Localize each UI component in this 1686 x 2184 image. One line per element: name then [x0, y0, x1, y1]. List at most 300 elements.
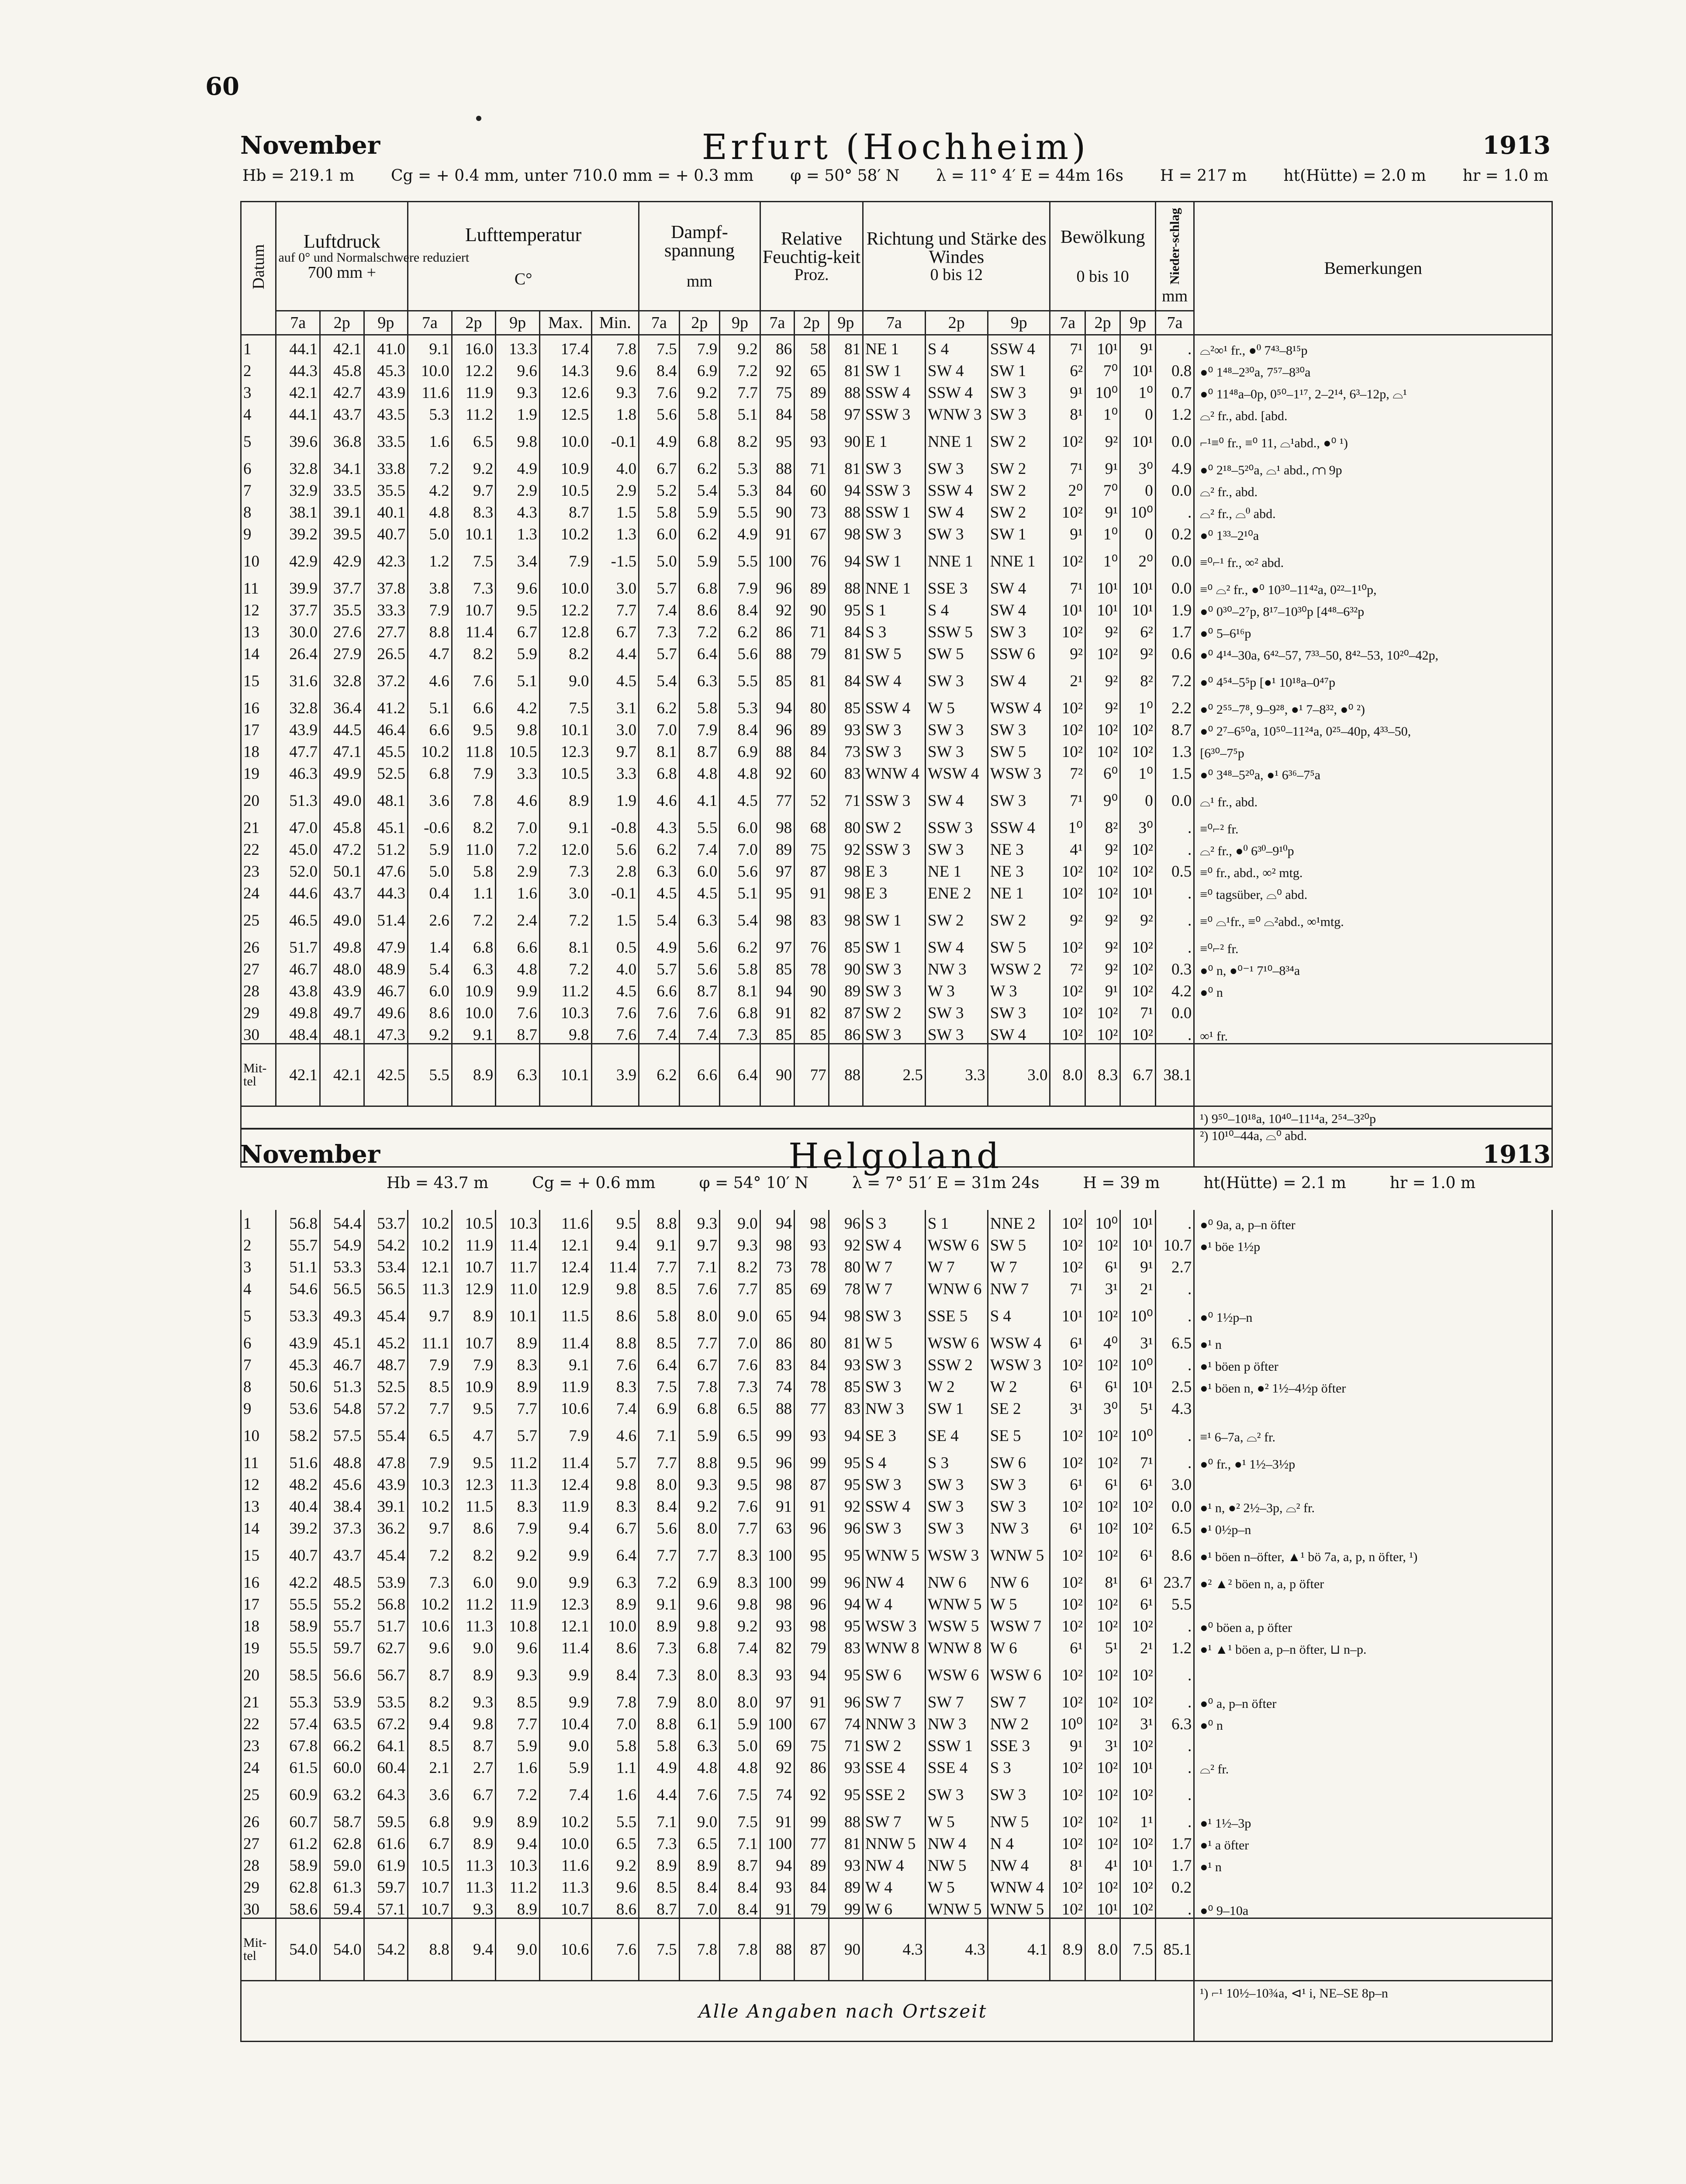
table-cell: 6.7 [408, 1830, 452, 1852]
table-cell: 41.0 [364, 335, 408, 358]
wind-cell: WNW 5 [925, 1896, 988, 1918]
wind-cell: SSW 3 [863, 836, 926, 858]
table-cell: 56.7 [364, 1656, 408, 1689]
table-cell: 7.3 [639, 1656, 680, 1689]
table-cell: 6.7 [496, 619, 540, 640]
table-cell: 7.7 [679, 1330, 720, 1351]
table-cell: 1.9 [496, 401, 540, 423]
time-header: 2p [679, 311, 720, 335]
wind-cell: W 7 [863, 1254, 925, 1275]
mean-value: 6.6 [679, 1044, 720, 1106]
wind-cell: W 7 [988, 1254, 1050, 1275]
table-cell: 8.6 [591, 1635, 639, 1656]
table-cell: 9.7 [408, 1297, 452, 1330]
wind-cell: SW 5 [988, 934, 1050, 956]
mean-value: 7.5 [639, 1918, 680, 1981]
table-cell: -0.6 [408, 814, 452, 836]
table-cell: 8.7 [496, 1021, 540, 1044]
table-cell: 8.4 [639, 1493, 680, 1515]
table-cell: 60 [795, 760, 829, 782]
table-cell: 73 [795, 499, 829, 521]
table-cell: 81 [829, 335, 863, 358]
table-cell: 10² [1085, 999, 1120, 1021]
day-cell: 8 [241, 1373, 276, 1395]
table-cell: 10² [1085, 1493, 1120, 1515]
remarks-cell: ●⁰ 9–10a [1194, 1896, 1552, 1918]
day-cell: 4 [241, 1275, 276, 1297]
table-cell: 10¹ [1120, 1232, 1155, 1254]
table-cell: 5.8 [720, 956, 760, 978]
table-row [241, 760, 1552, 782]
helgoland-station-name: Helgoland [788, 1136, 1003, 1176]
table-cell: 6.5 [679, 1830, 720, 1852]
table-cell: 10⁰ [1120, 1297, 1155, 1330]
table-cell: 10² [1120, 1874, 1155, 1896]
wind-cell: SW 4 [988, 1021, 1050, 1044]
wind-cell: S 4 [925, 597, 988, 619]
table-cell: 6.3 [639, 858, 680, 880]
remarks-cell: ●⁰ 9a, a, p–n öfter [1194, 1210, 1552, 1232]
table-cell: 11.3 [452, 1613, 496, 1635]
table-cell: 8¹ [1050, 401, 1085, 423]
helgoland-param: φ = 54° 10′ N [699, 1174, 808, 1192]
table-cell: 96 [795, 1515, 829, 1537]
table-cell: 7.9 [639, 1689, 680, 1711]
table-cell: 96 [829, 1515, 863, 1537]
table-cell: 45.6 [320, 1471, 364, 1493]
table-cell: 0.0 [1155, 575, 1194, 597]
table-cell: 9.3 [452, 1689, 496, 1711]
erfurt-param: H = 217 m [1160, 167, 1247, 185]
day-cell: 12 [241, 597, 276, 619]
table-cell: 9.3 [720, 1232, 760, 1254]
table-cell: 10⁰ [1120, 1417, 1155, 1449]
table-cell: 8.0 [720, 1689, 760, 1711]
table-cell: 57.5 [320, 1417, 364, 1449]
table-cell: . [1155, 1776, 1194, 1808]
table-cell: 5.6 [720, 858, 760, 880]
table-cell: 12.4 [539, 1254, 591, 1275]
wind-cell: SSW 3 [925, 814, 988, 836]
table-row [241, 477, 1552, 499]
table-cell: 0.2 [1155, 1874, 1194, 1896]
table-cell: 9² [1085, 956, 1120, 978]
mean-value: 8.0 [1085, 1918, 1120, 1981]
table-cell: 1⁰ [1120, 379, 1155, 401]
table-cell: 2.7 [452, 1754, 496, 1776]
table-cell: 95 [829, 1449, 863, 1471]
day-cell: 11 [241, 1449, 276, 1471]
table-cell: 2⁰ [1120, 543, 1155, 575]
table-cell: 90 [795, 978, 829, 999]
table-cell: 10.6 [408, 1613, 452, 1635]
wind-cell: SW 3 [925, 716, 988, 738]
table-cell: 91 [795, 880, 829, 902]
wind-cell: W 5 [988, 1591, 1050, 1613]
erfurt-station-params [242, 167, 1548, 185]
table-cell: 71 [795, 619, 829, 640]
wind-cell: S 3 [863, 619, 926, 640]
table-cell: 41.2 [364, 695, 408, 716]
wind-cell: S 4 [863, 1449, 925, 1471]
table-cell: . [1155, 1210, 1194, 1232]
table-cell: 8.7 [639, 1896, 680, 1918]
table-cell: 8.5 [639, 1330, 680, 1351]
table-cell: 45.4 [364, 1297, 408, 1330]
wind-cell: SW 1 [863, 543, 926, 575]
table-cell: 1.5 [591, 902, 639, 934]
remarks-cell: ≡⁰⌐² fr. [1194, 814, 1552, 836]
table-cell: 9.4 [408, 1711, 452, 1732]
table-cell: 89 [795, 716, 829, 738]
table-cell: 5.5 [720, 543, 760, 575]
table-cell: 11.3 [408, 1275, 452, 1297]
table-cell: 1.9 [1155, 597, 1194, 619]
table-cell: 47.6 [364, 858, 408, 880]
table-row [241, 379, 1552, 401]
wind-cell: E 1 [863, 423, 926, 455]
table-cell: 69 [760, 1732, 794, 1754]
table-cell: 11.2 [496, 1449, 540, 1471]
table-cell: 59.4 [320, 1896, 364, 1918]
table-cell: 10.7 [452, 597, 496, 619]
table-cell: 5.9 [720, 1711, 760, 1732]
mean-row [241, 1044, 1552, 1106]
mean-value: 8.0 [1050, 1044, 1085, 1106]
table-cell: 8.7 [679, 738, 720, 760]
table-cell: 8.2 [720, 1254, 760, 1275]
wind-cell: SW 2 [925, 902, 988, 934]
table-cell: 55.4 [364, 1417, 408, 1449]
table-cell: 58.9 [276, 1852, 320, 1874]
table-cell: 10⁰ [1050, 1711, 1085, 1732]
helgoland-param: Hb = 43.7 m [387, 1174, 489, 1192]
table-cell: 12.6 [539, 379, 591, 401]
table-cell: 33.8 [364, 455, 408, 477]
wind-cell: SW 1 [863, 902, 926, 934]
table-cell: 10² [1050, 999, 1085, 1021]
table-cell: 8.6 [1155, 1537, 1194, 1569]
table-cell: 2.7 [1155, 1254, 1194, 1275]
table-cell: . [1155, 1449, 1194, 1471]
table-cell: 10² [1050, 738, 1085, 760]
table-cell: 63.5 [320, 1711, 364, 1732]
table-cell: 4.8 [720, 760, 760, 782]
table-cell: 10² [1085, 640, 1120, 662]
wind-cell: SW 2 [988, 499, 1050, 521]
table-cell: 11.9 [452, 379, 496, 401]
wind-cell: NNE 2 [988, 1210, 1050, 1232]
table-cell: 92 [760, 597, 794, 619]
table-row [241, 1689, 1552, 1711]
table-cell: 83 [829, 760, 863, 782]
table-cell: 4.0 [591, 956, 639, 978]
wind-cell: SW 7 [863, 1689, 925, 1711]
table-cell: 9¹ [1120, 1254, 1155, 1275]
table-cell: 59.7 [364, 1874, 408, 1896]
table-cell: 10.0 [539, 1830, 591, 1852]
wind-cell: SSW 4 [863, 695, 926, 716]
table-cell: 8.6 [591, 1297, 639, 1330]
table-cell: 10.1 [496, 1297, 540, 1330]
table-cell: 6.3 [679, 662, 720, 695]
table-row [241, 1896, 1552, 1918]
day-cell: 30 [241, 1896, 276, 1918]
table-row [241, 1232, 1552, 1254]
table-cell: 58.7 [320, 1808, 364, 1830]
table-cell: 7.0 [639, 716, 680, 738]
table-cell: 5.6 [591, 836, 639, 858]
table-cell: 9⁰ [1085, 782, 1120, 814]
table-cell: 1.6 [496, 880, 540, 902]
day-cell: 20 [241, 782, 276, 814]
wind-cell: W 2 [925, 1373, 988, 1395]
table-cell: 8.0 [679, 1689, 720, 1711]
table-cell: 9.8 [452, 1711, 496, 1732]
wind-cell: WSW 2 [988, 956, 1050, 978]
table-cell: 98 [760, 1591, 794, 1613]
table-cell: 4.2 [1155, 978, 1194, 999]
table-cell: 81 [829, 1330, 863, 1351]
table-cell: 10² [1120, 1656, 1155, 1689]
remarks-cell: ≡⁰⌐¹ fr., ∞² abd. [1194, 543, 1552, 575]
wind-cell: NW 4 [988, 1852, 1050, 1874]
table-cell: 75 [795, 1732, 829, 1754]
table-cell: 7.5 [720, 1808, 760, 1830]
wind-cell: WSW 6 [925, 1656, 988, 1689]
table-cell: 9¹ [1050, 1732, 1085, 1754]
table-cell: 0.0 [1155, 423, 1194, 455]
table-cell: 0.4 [408, 880, 452, 902]
table-cell: 45.4 [364, 1537, 408, 1569]
remarks-cell: ⌓² fr., abd. [abd. [1194, 401, 1552, 423]
table-cell: 10.7 [1155, 1232, 1194, 1254]
table-cell: 5.3 [720, 695, 760, 716]
table-cell: 6² [1120, 619, 1155, 640]
table-cell: 91 [760, 1808, 794, 1830]
table-cell: 9.0 [679, 1808, 720, 1830]
wind-cell: NNE 1 [863, 575, 926, 597]
table-cell: 4.8 [720, 1754, 760, 1776]
wind-cell: SW 2 [988, 902, 1050, 934]
day-cell: 21 [241, 814, 276, 836]
table-cell: 9.7 [591, 738, 639, 760]
remarks-cell [1194, 1275, 1552, 1297]
remarks-cell: ●⁰ n [1194, 978, 1552, 999]
mean-value: 87 [795, 1918, 829, 1981]
table-cell: 7.1 [720, 1830, 760, 1852]
table-cell: 56.6 [320, 1656, 364, 1689]
table-cell: 67 [795, 521, 829, 543]
day-cell: 15 [241, 662, 276, 695]
table-cell: 39.1 [364, 1493, 408, 1515]
table-cell: 9.1 [452, 1021, 496, 1044]
table-cell: 93 [760, 1874, 794, 1896]
table-cell: 7.7 [591, 597, 639, 619]
table-cell: 8.0 [679, 1515, 720, 1537]
wind-cell: E 3 [863, 858, 926, 880]
table-cell: 6¹ [1085, 1254, 1120, 1275]
table-cell: 7¹ [1050, 335, 1085, 358]
table-cell: 40.1 [364, 499, 408, 521]
table-cell: 62.8 [276, 1874, 320, 1896]
table-cell: 10.2 [408, 1210, 452, 1232]
wind-cell: SSW 4 [863, 1493, 925, 1515]
remarks-cell: ∞¹ fr. [1194, 1021, 1552, 1044]
table-cell: 9.6 [591, 1874, 639, 1896]
wind-cell: SSW 4 [925, 477, 988, 499]
table-cell: 3.0 [591, 575, 639, 597]
table-cell: 2.1 [408, 1754, 452, 1776]
table-cell: 9.8 [496, 716, 540, 738]
table-cell: 44.1 [276, 401, 320, 423]
table-cell: 5.8 [679, 401, 720, 423]
wind-cell: SW 3 [988, 1471, 1050, 1493]
table-cell: 73 [760, 1254, 794, 1275]
wind-cell: S 3 [863, 1210, 925, 1232]
table-cell: 5.3 [720, 455, 760, 477]
table-cell: 9.5 [452, 1449, 496, 1471]
table-cell: 55.5 [276, 1591, 320, 1613]
remarks-cell: ●⁰ a, p–n öfter [1194, 1689, 1552, 1711]
table-cell: 6.6 [452, 695, 496, 716]
table-cell: 57.1 [364, 1896, 408, 1918]
table-cell: 81 [829, 1830, 863, 1852]
table-cell: 8.7 [679, 978, 720, 999]
table-cell: 78 [795, 956, 829, 978]
helgoland-table-body [241, 1210, 1552, 1918]
table-cell: 96 [795, 1591, 829, 1613]
wind-cell: SW 3 [988, 619, 1050, 640]
table-cell: 7.4 [679, 836, 720, 858]
mean-value: 38.1 [1155, 1044, 1194, 1106]
wind-cell: WSW 5 [925, 1613, 988, 1635]
wind-cell: SW 5 [988, 738, 1050, 760]
table-cell: 96 [760, 716, 794, 738]
table-cell: 4.6 [408, 662, 452, 695]
table-cell: 7.9 [679, 335, 720, 358]
remarks-cell: ≡⁰ ⌓¹fr., ≡⁰ ⌓²abd., ∞¹mtg. [1194, 902, 1552, 934]
remarks-cell: ●⁰ 0³⁰–2⁷p, 8¹⁷–10³⁰p [4⁴⁸–6³²p [1194, 597, 1552, 619]
table-cell: 5.4 [408, 956, 452, 978]
table-cell: 98 [760, 1471, 794, 1493]
table-cell: 8.4 [591, 1656, 639, 1689]
table-cell: 11.6 [539, 1210, 591, 1232]
remarks-cell [1194, 1471, 1552, 1493]
wind-cell: NE 3 [988, 836, 1050, 858]
table-cell: 9.7 [679, 1232, 720, 1254]
table-cell: 47.2 [320, 836, 364, 858]
wind-cell: S 4 [988, 1297, 1050, 1330]
table-cell: 8.3 [591, 1493, 639, 1515]
table-cell: 9.0 [539, 1732, 591, 1754]
wind-cell: W 4 [863, 1591, 925, 1613]
table-cell: 84 [829, 662, 863, 695]
table-cell: 4.1 [679, 782, 720, 814]
table-cell: 90 [760, 499, 794, 521]
table-cell: 9.6 [496, 1635, 540, 1656]
table-cell: 90 [829, 956, 863, 978]
table-cell: 6⁰ [1085, 760, 1120, 782]
wind-cell: W 4 [863, 1874, 925, 1896]
table-row [241, 1711, 1552, 1732]
table-cell: 8.8 [679, 1449, 720, 1471]
wind-cell: NW 5 [988, 1808, 1050, 1830]
table-cell: 8.9 [452, 1656, 496, 1689]
remarks-cell [1194, 999, 1552, 1021]
table-cell: 9.0 [452, 1635, 496, 1656]
table-cell: 42.1 [276, 379, 320, 401]
helgoland-param: hr = 1.0 m [1389, 1174, 1476, 1192]
table-cell: 1.7 [1155, 1852, 1194, 1874]
table-cell: 10.8 [496, 1613, 540, 1635]
table-cell: 55.7 [276, 1232, 320, 1254]
table-cell: 10² [1050, 1417, 1085, 1449]
table-cell: 3¹ [1120, 1330, 1155, 1351]
table-cell: 5.0 [720, 1732, 760, 1754]
day-cell: 21 [241, 1689, 276, 1711]
table-cell: 0.0 [1155, 477, 1194, 499]
table-cell: 32.9 [276, 477, 320, 499]
table-cell: 1.6 [408, 423, 452, 455]
table-cell: 10.0 [408, 357, 452, 379]
wind-cell: NW 3 [988, 1515, 1050, 1537]
table-cell: 10² [1085, 1808, 1120, 1830]
table-cell: 4.8 [408, 499, 452, 521]
wind-cell: WNW 6 [925, 1275, 988, 1297]
table-cell: 4.5 [639, 880, 680, 902]
table-cell: 6¹ [1085, 1471, 1120, 1493]
table-cell: 7.3 [639, 1635, 680, 1656]
day-cell: 14 [241, 1515, 276, 1537]
table-row [241, 1021, 1552, 1044]
table-cell: 66.2 [320, 1732, 364, 1754]
table-cell: 2.9 [496, 858, 540, 880]
mean-value: 4.3 [863, 1918, 925, 1981]
wind-cell: SW 3 [925, 1515, 988, 1537]
table-cell: 10² [1085, 1754, 1120, 1776]
wind-cell: SW 2 [988, 477, 1050, 499]
table-cell: 12.1 [539, 1232, 591, 1254]
remarks-cell: ●⁰ n, ●⁰⁻¹ 7¹⁰–8³⁴a [1194, 956, 1552, 978]
mean-value: 42.5 [364, 1044, 408, 1106]
table-cell: 2¹ [1120, 1635, 1155, 1656]
table-cell: 4.2 [496, 695, 540, 716]
remarks-cell: ⌓² fr. [1194, 1754, 1552, 1776]
table-cell: 96 [760, 575, 794, 597]
erfurt-param: λ = 11° 4′ E = 44m 16s [936, 167, 1124, 185]
table-cell: 84 [760, 477, 794, 499]
table-cell: 57.4 [276, 1711, 320, 1732]
remarks-cell [1194, 1591, 1552, 1613]
table-cell: 9.3 [591, 379, 639, 401]
table-cell: 55.5 [276, 1635, 320, 1656]
table-cell: 6.5 [720, 1417, 760, 1449]
mean-remarks-cell [1194, 1918, 1552, 1981]
wind-cell: SW 4 [925, 499, 988, 521]
table-cell: 10.5 [539, 477, 591, 499]
table-cell: -0.1 [591, 880, 639, 902]
table-cell: 7.9 [408, 1449, 452, 1471]
mean-value: 42.1 [276, 1044, 320, 1106]
table-cell: 10¹ [1120, 423, 1155, 455]
wind-cell: SSE 2 [863, 1776, 925, 1808]
wind-cell: SW 2 [863, 814, 926, 836]
table-cell: 64.1 [364, 1732, 408, 1754]
mean-row [241, 1918, 1552, 1981]
table-cell: 9.2 [452, 455, 496, 477]
wind-cell: WNW 4 [988, 1874, 1050, 1896]
